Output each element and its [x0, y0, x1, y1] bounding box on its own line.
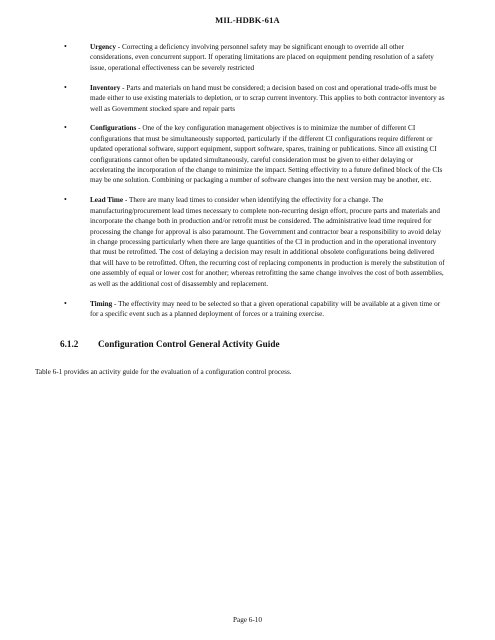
section-title: Configuration Control General Activity Guide — [98, 339, 280, 349]
effectivity-factor-list — [60, 42, 445, 329]
bullet-text: - Parts and materials on hand must be considered; a decision based on cost and operational trade-offs must be made either to use existing materials to depletion, or to scrap current inventory. This applies to both contractor inventory as well as Government stocked spare and repair parts — [90, 83, 445, 113]
bullet-term: Timing — [90, 299, 113, 308]
list-item-urgency — [60, 42, 445, 73]
list-item-lead-time — [60, 195, 445, 289]
section-heading — [60, 339, 280, 349]
bullet-icon: • — [64, 42, 67, 51]
bullet-icon: • — [64, 298, 67, 308]
list-item-inventory — [60, 83, 445, 114]
list-item-timing — [60, 299, 445, 320]
bullet-icon: • — [64, 123, 67, 133]
section-number: 6.1.2 — [60, 339, 79, 349]
bullet-term: Lead Time — [90, 196, 124, 205]
bullet-text: - One of the key configuration management objectives is to minimize the number of different CI configurations that must be simultaneously supported, particularly if the different CI configurations require different or updated operational software, support equipment, support software, spares, training or publications. Since all existing CI configurations cannot often be updated simultaneously, careful consideration must be given to either delaying or accelerating the incorporation of the change to minimize the impact. Setting effectivity to a future defined block of the CIs may be one solution. Combining or packaging a number of software changes into the next version may be another, etc. — [90, 124, 443, 185]
bullet-term: Urgency — [90, 43, 116, 51]
page-number: Page 6-10 — [233, 616, 262, 624]
bullet-text: - There are many lead times to consider when identifying the effectivity for a change. The manufacturing/procurement lead times necessary to complete non-recurring design effort, procure parts and materials and incorporate the change both in production and/or retrofit must be considered. The administrative lead time required for processing the change for approval is also paramount. The Government and contractor bear a responsibility to avoid delay in change processing particularly when there are large quantities of the CI in production and in the operational inventory that must be retrofitted. The cost of delaying a decision may result in additional obsolete configurations being delivered that will have to be retrofitted. Often, the recurring cost of replacing components in production is merely the substitution of one assembly of equal or lower cost for another; whereas retrofitting the same change involves the cost of both assemblies, as well as the additional cost of disassembly and replacement. — [90, 196, 445, 288]
bullet-text: - Correcting a deficiency involving personnel safety may be significant enough to override all other considerations, even concurrent support. If operating limitations are placed on equipment pending resolution of a safety issue, operational effectiveness can be severely restricted — [90, 43, 434, 72]
body-paragraph: Table 6-1 provides an activity guide for the evaluation of a configuration control process. — [35, 368, 292, 377]
bullet-icon: • — [64, 82, 67, 92]
bullet-icon: • — [64, 195, 67, 205]
bullet-text: - The effectivity may need to be selected so that a given operational capability will be available at a given time or for a specific event such as a planned deployment of forces or a training exercise. — [90, 299, 441, 318]
bullet-term: Inventory — [90, 83, 121, 92]
bullet-term: Configurations — [90, 124, 137, 133]
document-header: MIL-HDBK-61A — [215, 15, 280, 25]
list-item-configurations — [60, 123, 445, 185]
